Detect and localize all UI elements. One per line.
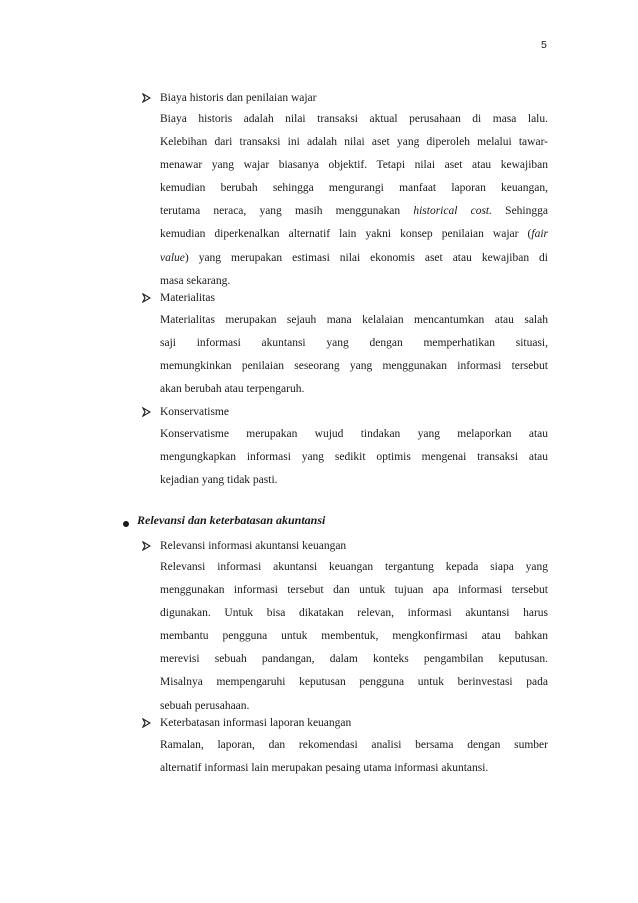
paragraph-line: Misalnya mempengaruhi keputusan pengguna untuk berinvestasi pada [160,676,548,689]
paragraph-line: masa sekarang. [160,274,231,287]
section-heading-biaya-historis-dan-penilaian-wajar: Biaya historis dan penilaian wajar [160,92,317,104]
section-paragraph [160,738,548,784]
arrow-bullet-icon [142,541,151,551]
section-paragraph [160,560,548,722]
paragraph-line [160,204,548,227]
paragraph-line: menggunakan informasi tersebut dan untuk tujuan apa informasi tersebut [160,584,548,597]
arrow-bullet-icon [142,93,151,103]
paragraph-line: mengungkapkan informasi yang sedikit optimis mengenai transaksi atau [160,451,548,464]
arrow-bullet-icon [142,718,151,728]
paragraph-line: Konservatisme merupakan wujud tindakan yang melaporkan atau [160,428,548,440]
paragraph-line: digunakan. Untuk bisa dikatakan relevan, informasi akuntansi harus [160,607,548,620]
paragraph-line: alternatif informasi lain merupakan pesaing utama informasi akuntansi. [160,762,489,775]
section-paragraph [160,427,548,496]
section-heading-konservatisme: Konservatisme [160,406,229,418]
italic-term: historical cost. [413,205,492,218]
paragraph-line: Relevansi informasi akuntansi keuangan tergantung kepada siapa yang [160,561,548,573]
paragraph-line [160,227,548,250]
line-text: kemudian diperkenalkan alternatif lain yakni konsep penilaian wajar ( [160,228,532,241]
paragraph-line: saji informasi akuntansi yang dengan memperhatikan situasi, [160,337,548,350]
paragraph-line: Kelebihan dari transaksi ini adalah nilai aset yang diperoleh melalui tawar- [160,136,548,149]
paragraph-line: Ramalan, laporan, dan rekomendasi analisi bersama dengan sumber [160,739,548,751]
italic-term: fair [531,228,548,241]
italic-term: value [160,251,185,264]
paragraph-line: akan berubah atau terpengaruh. [160,383,305,396]
section-paragraph [160,112,548,297]
line-text: Sehingga [492,205,548,218]
page-number: 5 [541,39,547,51]
paragraph-line: sebuah perusahaan. [160,699,250,712]
paragraph-line: membantu pengguna untuk membentuk, mengkonfirmasi atau bahkan [160,630,548,643]
paragraph-line [160,251,548,274]
arrow-bullet-icon [142,407,151,417]
paragraph-line: memungkinkan penilaian seseorang yang menggunakan informasi tersebut [160,360,548,373]
paragraph-line: menawar yang wajar biasanya objektif. Tetapi nilai aset atau kewajiban [160,159,548,172]
bullet-dot-icon [123,521,129,527]
line-text: terutama neraca, yang masih menggunakan [160,205,414,218]
paragraph-line: Materialitas merupakan sejauh mana kelalaian mencantumkan atau salah [160,314,548,326]
section-paragraph [160,313,548,405]
paragraph-line: kemudian berubah sehingga mengurangi manfaat laporan keuangan, [160,182,548,195]
section-heading-materialitas: Materialitas [160,292,215,304]
main-heading: Relevansi dan keterbatasan akuntansi [137,513,326,527]
arrow-bullet-icon [142,293,151,303]
section-heading-keterbatasan-informasi-laporan-keuangan: Keterbatasan informasi laporan keuangan [160,717,352,729]
section-heading-relevansi-informasi-akuntansi-keuangan: Relevansi informasi akuntansi keuangan [160,540,347,552]
paragraph-line: Biaya historis adalah nilai transaksi aktual perusahaan di masa lalu. [160,113,548,125]
paragraph-line: kejadian yang tidak pasti. [160,474,278,487]
paragraph-line: merevisi sebuah pandangan, dalam konteks pengambilan keputusan. [160,653,548,666]
line-text: ) yang merupakan estimasi nilai ekonomis aset atau kewajiban di [184,251,548,264]
